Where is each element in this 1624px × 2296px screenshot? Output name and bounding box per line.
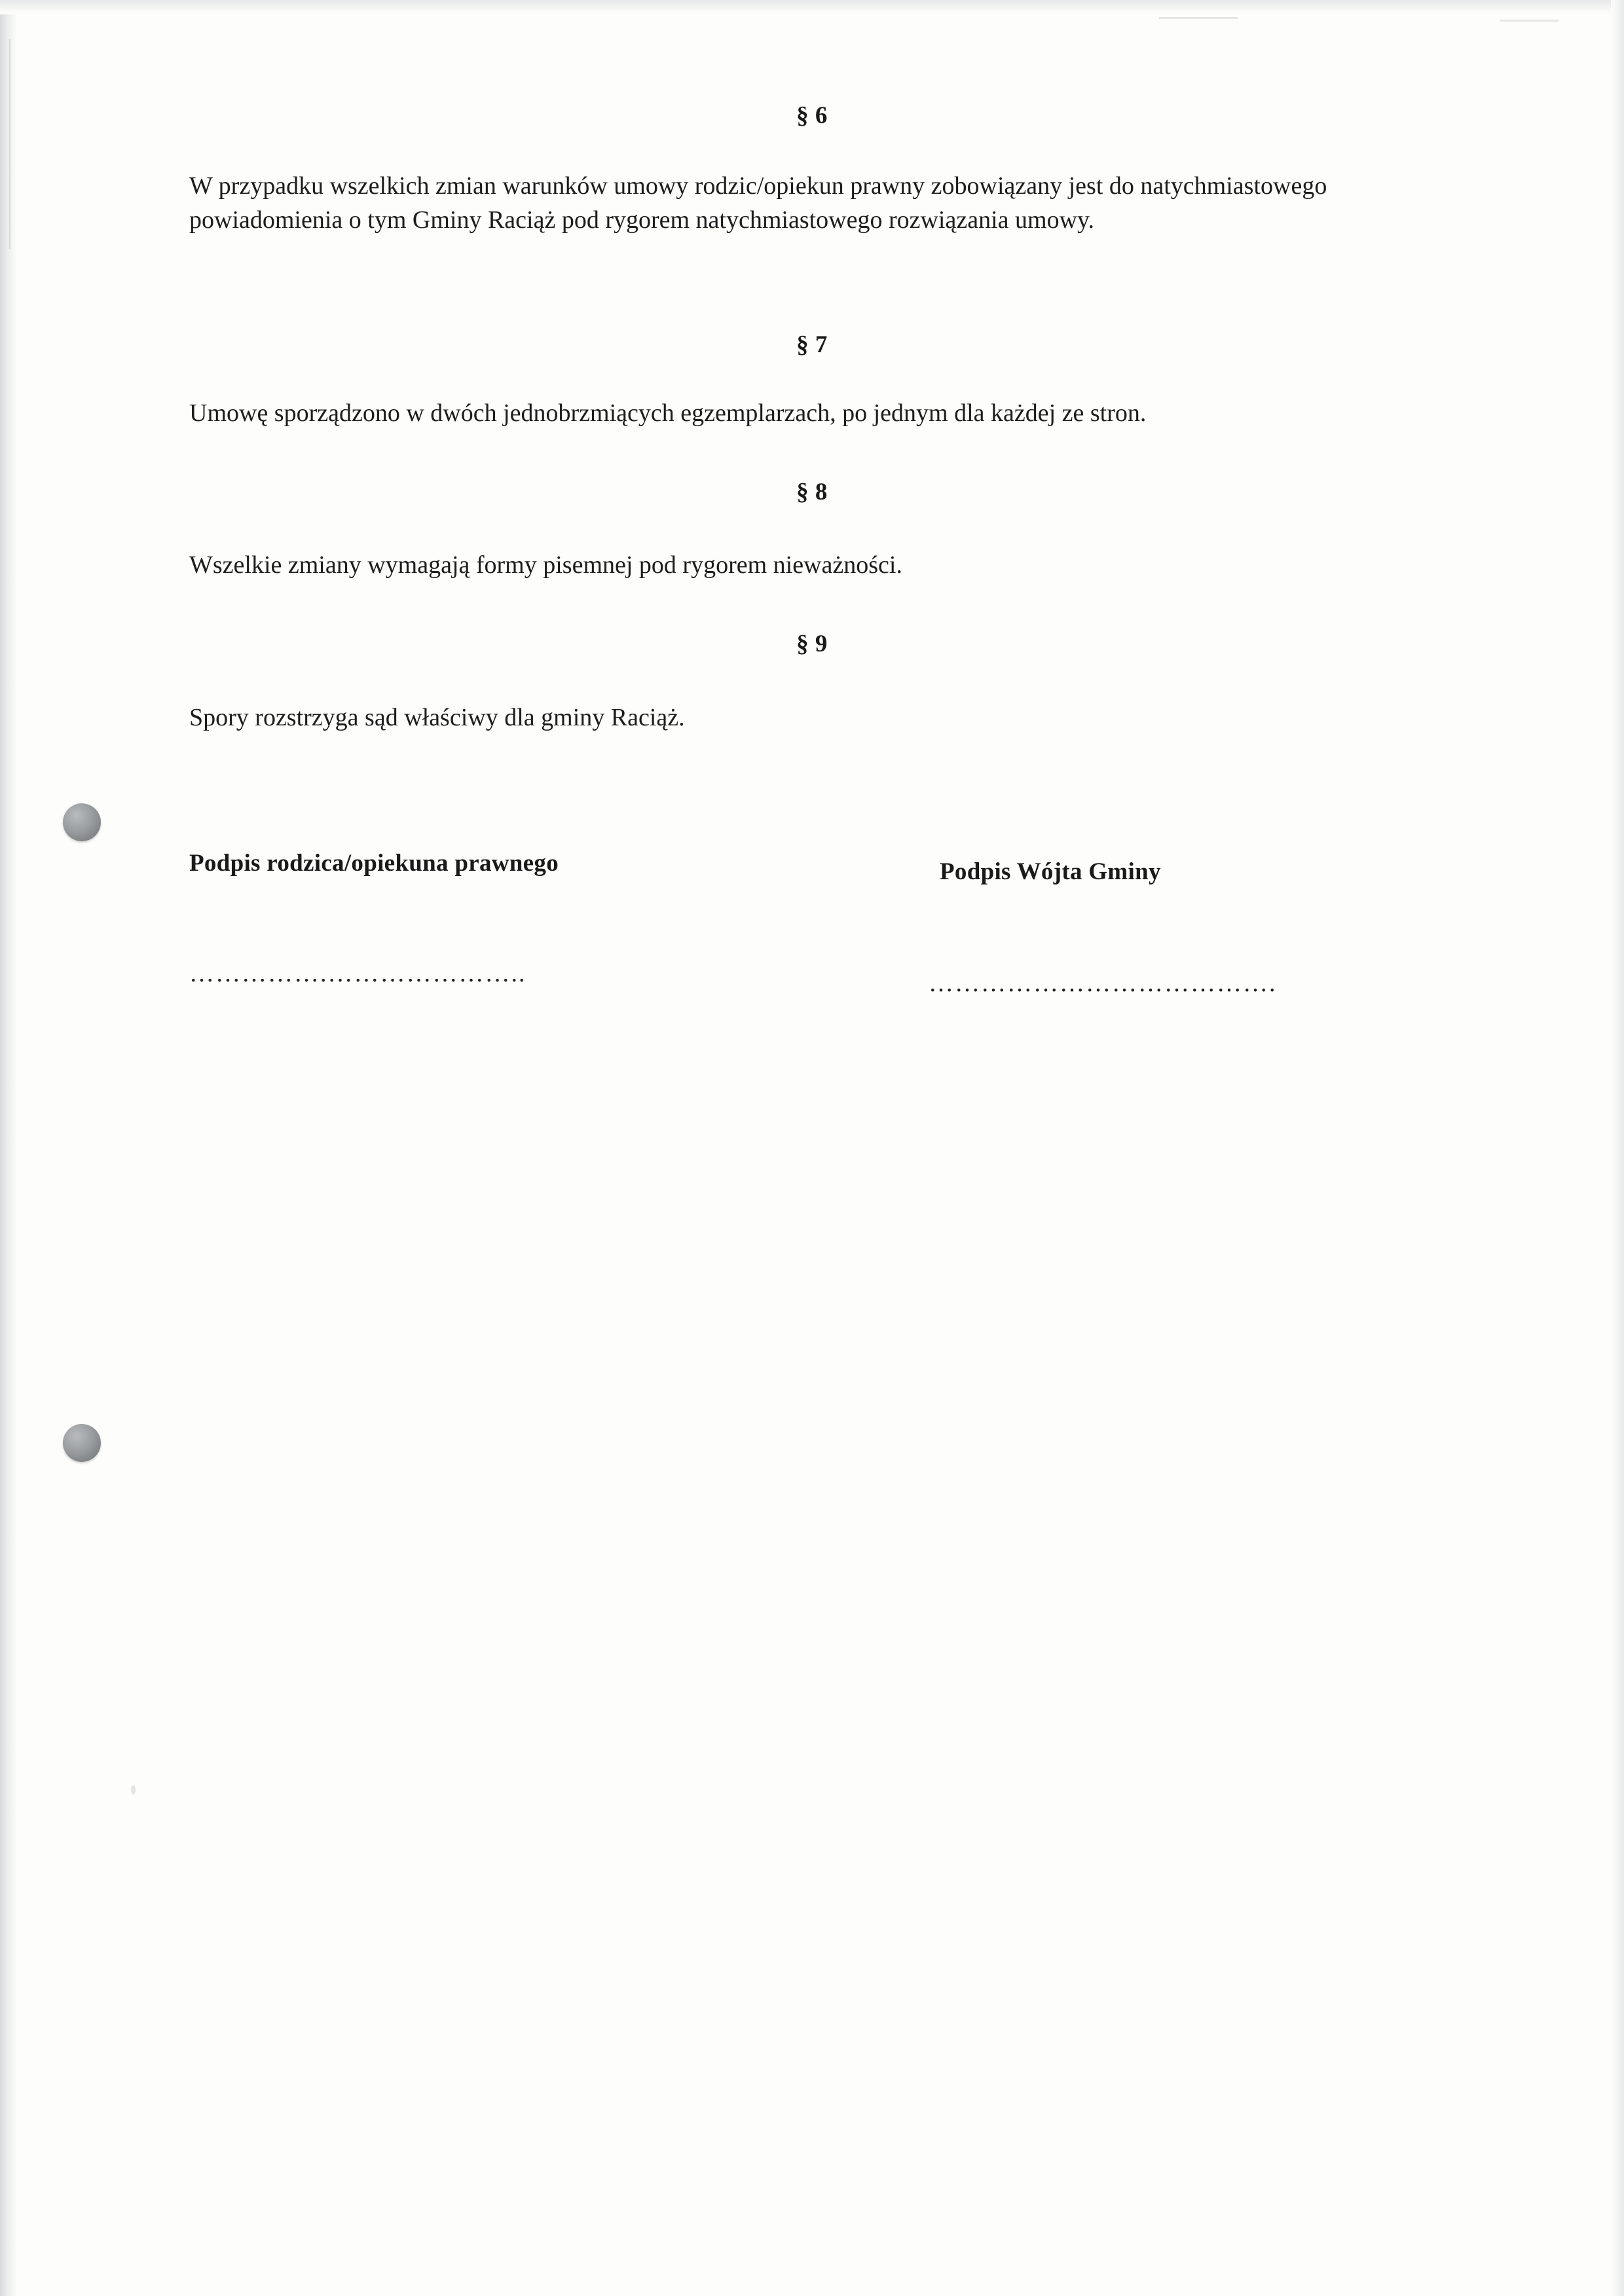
section-paragraph-7: Umowę sporządzono w dwóch jednobrzmiących egzemplarzach, po jednym dla każdej ze stron. — [189, 399, 1147, 427]
section-paragraph-6: W przypadku wszelkich zmian warunków umowy rodzic/opiekun prawny zobowiązany jest do natychmiastowego powiadomienia o tym Gminy Raciąż pod rygorem natychmiastowego rozwiązania umowy. — [189, 172, 1327, 234]
section-heading-6: § 6 — [796, 102, 828, 129]
section-heading-9: § 9 — [796, 630, 828, 657]
signature-line-mayor: …………………………………. — [929, 970, 1277, 997]
signature-label-parent: Podpis rodzica/opiekuna prawnego — [189, 850, 559, 877]
signature-label-mayor: Podpis Wójta Gminy — [940, 858, 1161, 885]
section-paragraph-8: Wszelkie zmiany wymagają formy pisemnej pod rygorem nieważności. — [189, 551, 902, 579]
section-paragraph-9: Spory rozstrzyga sąd właściwy dla gminy Raciąż. — [189, 704, 685, 731]
section-heading-8: § 8 — [796, 479, 828, 505]
section-heading-7: § 7 — [796, 331, 828, 358]
signature-line-parent: …………….………………….. — [189, 960, 526, 987]
